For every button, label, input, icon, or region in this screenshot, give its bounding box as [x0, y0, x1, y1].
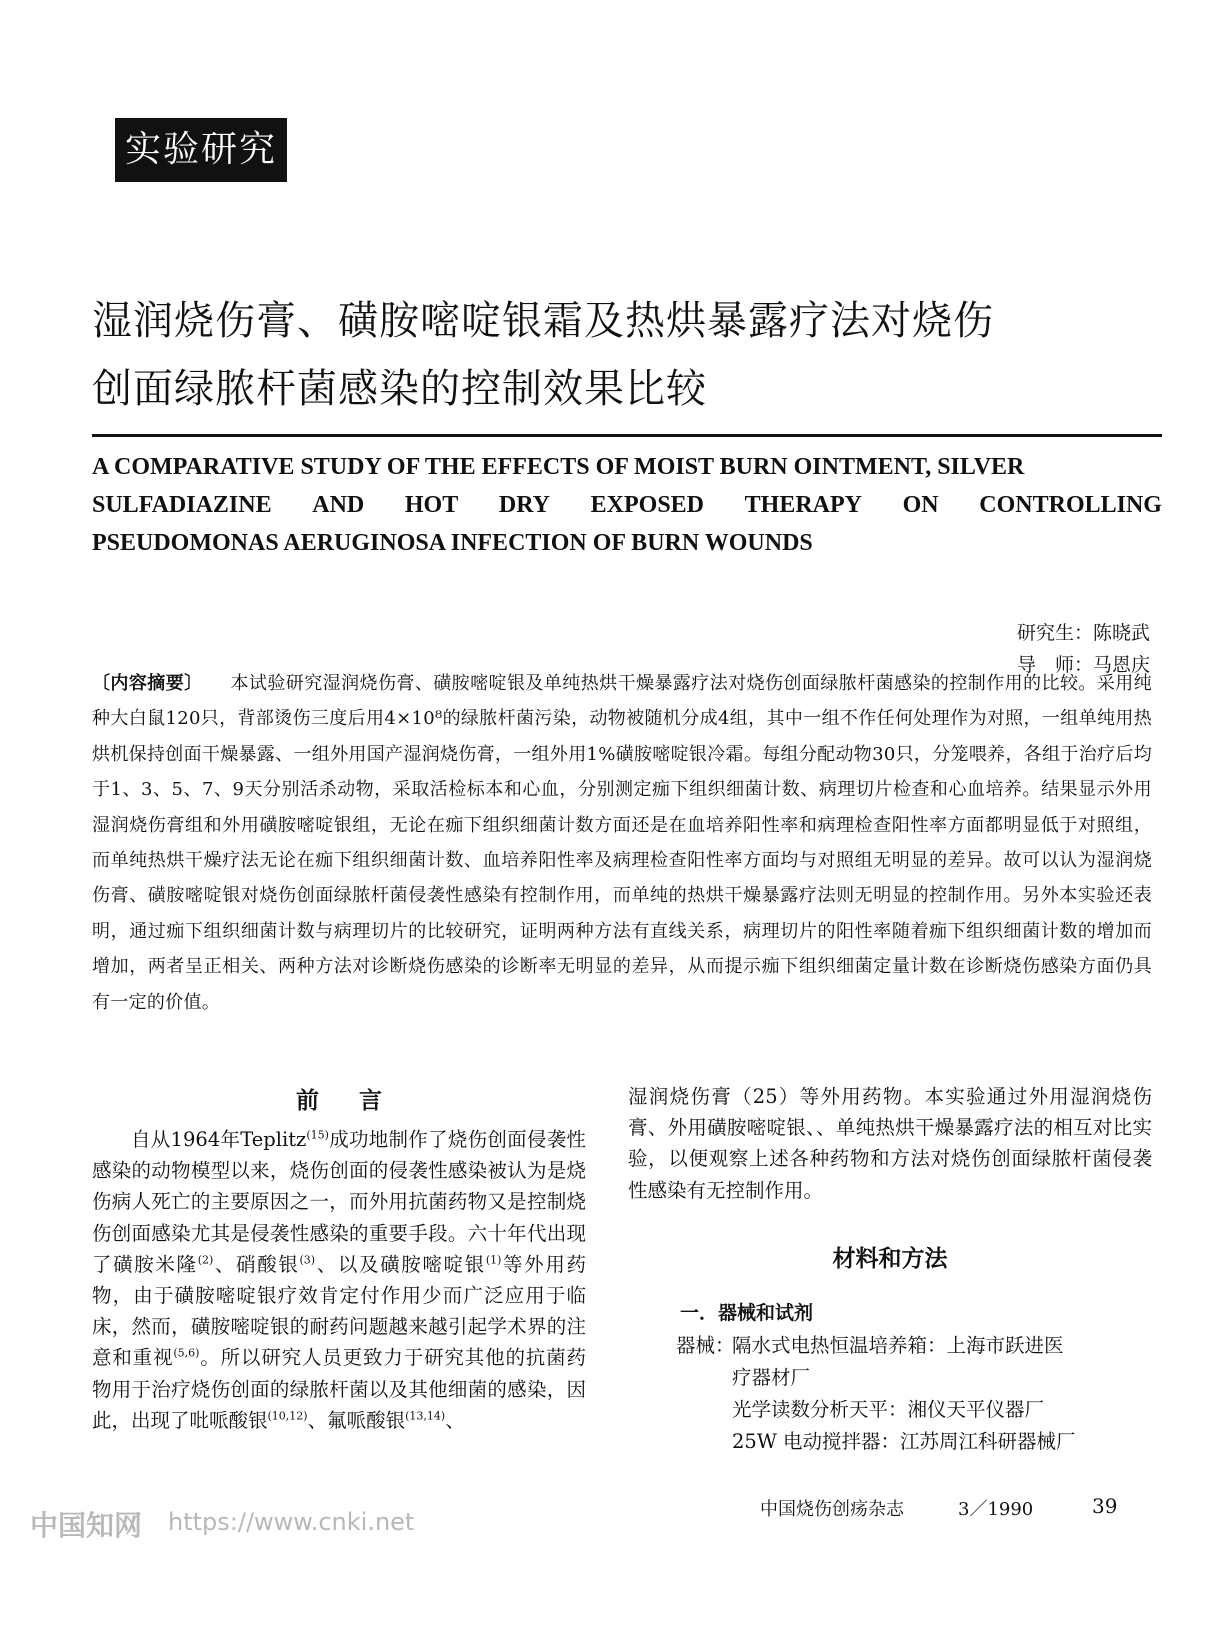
footer-page-number: 39 — [1092, 1494, 1118, 1518]
title-english-word: CONTROLLING — [979, 492, 1162, 518]
title-english-line-2 — [92, 486, 1162, 524]
citation-ref: (2) — [197, 1253, 214, 1267]
citation-ref: (5,6) — [173, 1346, 200, 1360]
introduction-column-right — [628, 1081, 1152, 1206]
equipment-item: 25W 电动搅拌器：江苏周江科研器械厂 — [732, 1430, 1076, 1453]
abstract-label: 〔内容摘要〕 — [92, 673, 194, 694]
footer-journal-name: 中国烧伤创疡杂志 — [760, 1499, 904, 1520]
section-heading-methods: 材料和方法 — [832, 1246, 948, 1272]
citation-ref: (15) — [306, 1128, 329, 1142]
title-english-word: EXPOSED — [590, 492, 705, 518]
citation-ref: (1) — [485, 1253, 502, 1267]
title-english-line-3: PSEUDOMONAS AERUGINOSA INFECTION OF BURN WOUNDS — [92, 530, 813, 556]
citation-ref: (3) — [299, 1253, 316, 1267]
title-divider — [92, 434, 1162, 437]
equipment-item-continued: 疗器材厂 — [732, 1366, 811, 1389]
title-chinese-line-1: 湿润烧伤膏、磺胺嘧啶银霜及热烘暴露疗法对烧伤 — [92, 298, 994, 344]
introduction-column-left — [92, 1124, 586, 1436]
title-english-word: DRY — [498, 492, 551, 518]
title-english-word: AND — [312, 492, 365, 518]
subsection-heading-equipment: 一．器械和试剂 — [680, 1302, 814, 1324]
watermark-logo: 中国知网 — [30, 1509, 143, 1542]
equipment-label: 器械： — [676, 1334, 735, 1357]
footer-issue: 3／1990 — [958, 1499, 1034, 1520]
section-tag: 实验研究 — [115, 118, 287, 182]
title-chinese — [92, 287, 1152, 423]
equipment-item: 光学读数分析天平：湘仪天平仪器厂 — [732, 1398, 1045, 1421]
abstract — [92, 666, 1152, 1020]
author-advisor: 导 师：马恩庆 — [1016, 654, 1150, 676]
introduction-paragraph-continued: 湿润烧伤膏（25）等外用药物。本实验通过外用湿润烧伤膏、外用磺胺嘧啶银、、单纯热烘干燥暴露疗法的相互对比实验，以便观察上述各种药物和方法对烧伤创面绿脓杆菌侵袭性感染有无控制作用。 — [628, 1085, 1152, 1202]
title-english-word: ON — [902, 492, 939, 518]
title-english-word: HOT — [404, 492, 459, 518]
section-heading-introduction: 前言 — [296, 1088, 422, 1114]
equipment-item: 隔水式电热恒温培养箱：上海市跃进医 — [732, 1334, 1064, 1357]
watermark-url[interactable]: https://www.cnki.net — [168, 1508, 415, 1536]
abstract-text: 本试验研究湿润烧伤膏、磺胺嘧啶银及单纯热烘干燥暴露疗法对烧伤创面绿脓杆菌感染的控制作用的比较。采用纯种大白鼠120只，背部烫伤三度后用4×10⁸的绿脓杆菌污染，动物被随机分成4组，其中一组不作任何处理作为对照，一组单纯用热烘机保持创面干燥暴露、一组外用国产湿润烧伤膏，一组外用1%磺胺嘧啶银冷霜。每组分配动物30只，分笼喂养，各组于治疗后均于1、3、5、7、9天分别活杀动物，采取活检标本和心血，分别测定痂下组织细菌计数、病理切片检查和心血培养。结果显示外用湿润烧伤膏组和外用磺胺嘧啶银组，无论在痂下组织细菌计数方面还是在血培养阳性率和病理检查阳性率方面都明显低于对照组，而单纯热烘干燥疗法无论在痂下组织细菌计数、血培养阳性率及病理检查阳性率方面均与对照组无明显的差异。故可以认为湿润烧伤膏、磺胺嘧啶银对烧伤创面绿脓杆菌侵袭性感染有控制作用，而单纯的热烘干燥暴露疗法则无明显的控制作用。另外本实验还表明，通过痂下组织细菌计数与病理切片的比较研究，证明两种方法有直线关系，病理切片的阳性率随着痂下组织细菌计数的增加而增加，两者呈正相关、两种方法对诊断烧伤感染的诊断率无明显的差异，从而提示痂下组织细菌定量计数在诊断烧伤感染方面仍具有一定的价值。 — [92, 673, 1152, 1013]
title-english — [92, 448, 1162, 562]
citation-ref: (10,12) — [267, 1409, 308, 1423]
title-english-word: SULFADIAZINE — [92, 492, 272, 518]
title-english-word: THERAPY — [744, 492, 862, 518]
introduction-paragraph: 自从1964年Teplitz$^{(15)}$成功地制作了烧伤创面侵袭性感染的动物模型以来，烧伤创面的侵袭性感染被认为是烧伤病人死亡的主要原因之一，而外用抗菌药物又是控制烧伤创面感染尤其是侵袭性感染的重要手段。六十年代出现了磺胺米隆$^{(2)}$、硝酸银$^{(3)}$、以及磺胺嘧啶银$^{(1)}$等外用药物，由于磺胺嘧啶银疗效肯定付作用少而广泛应用于临床，然而，磺胺嘧啶银的耐药问题越来越引起学术界的注意和重视$^{(5,6)}$。所以研究人员更致力于研究其他的抗菌药物用于治疗烧伤创面的绿脓杆菌以及其他细菌的感染，因此，出现了吡哌酸银$^{(10,12)}$、氟哌酸银$^{(13,14)}$、 — [92, 1128, 586, 1432]
citation-ref: (13,14) — [405, 1409, 446, 1423]
title-chinese-line-2: 创面绿脓杆菌感染的控制效果比较 — [92, 366, 707, 412]
author-student: 研究生：陈晓武 — [1016, 622, 1150, 644]
title-english-line-1: A COMPARATIVE STUDY OF THE EFFECTS OF MOIST BURN OINTMENT, SILVER — [92, 454, 1025, 480]
